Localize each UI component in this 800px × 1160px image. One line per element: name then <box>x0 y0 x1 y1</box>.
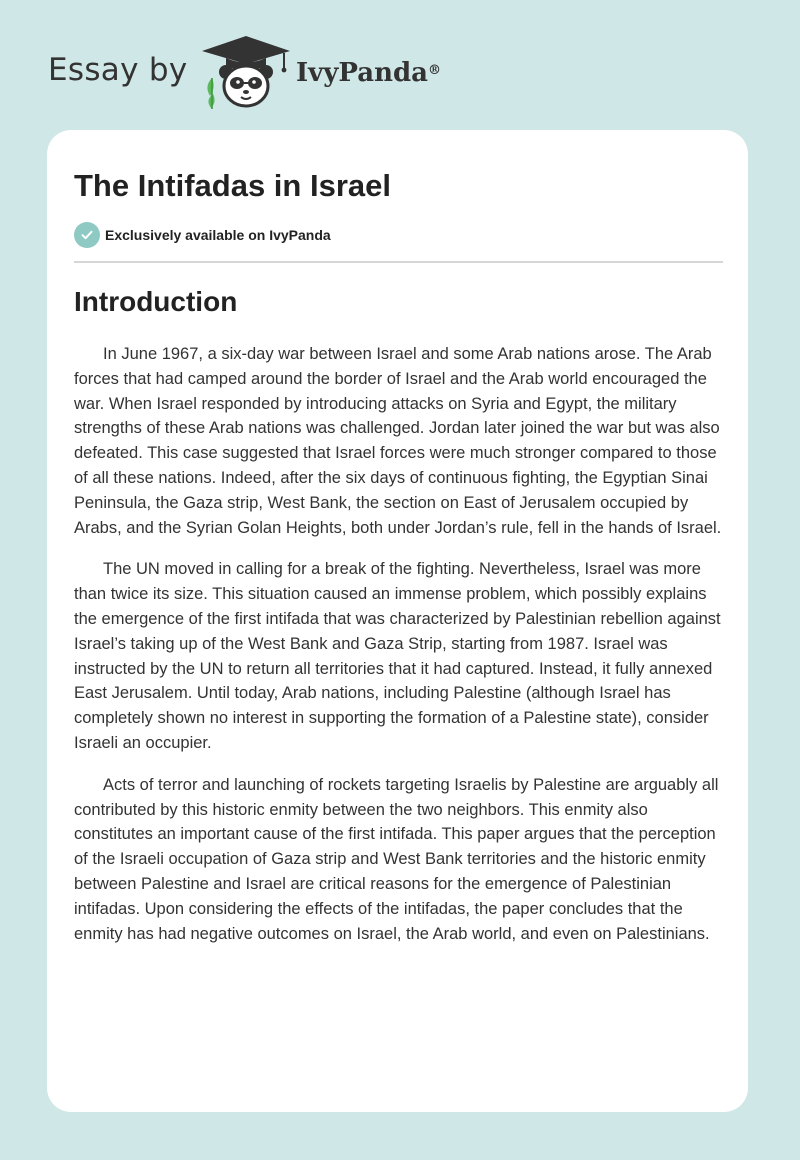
exclusive-label: Exclusively available on IvyPanda <box>105 227 331 243</box>
essay-body <box>74 342 724 963</box>
paragraph: In June 1967, a six-day war between Israel and some Arab nations arose. The Arab forces that had camped around the border of Israel and the Arab world encouraged the war. When Israel responded by introducing attacks on Syria and Egypt, the military strengths of these Arab nations was challenged. Jordan later joined the war but was also defeated. This case suggested that Israel forces were much stronger compared to those of all these nations. Indeed, after the six days of continuous fighting, the Egyptian Sinai Peninsula, the Gaza strip, West Bank, the section on East of Jerusalem occupied by Arabs, and the Syrian Golan Heights, both under Jordan’s rule, fell in the hands of Israel. <box>74 345 722 537</box>
brand-name <box>296 55 441 91</box>
paragraph: Acts of terror and launching of rockets targeting Israelis by Palestine are arguably all contributed by this historic enmity between the two neighbors. This enmity also constitutes an important cause of the first intifada. This paper argues that the perception of the Israeli occupation of Gaza strip and West Bank territories and the historic enmity between Palestine and Israel are critical reasons for the emergence of Palestinian intifadas. Upon considering the effects of the intifadas, the paper concludes that the enmity has had negative outcomes on Israel, the Arab world, and even on Palestinians. <box>74 775 719 943</box>
exclusive-badge <box>74 222 331 248</box>
site-header <box>0 0 800 130</box>
essay-card <box>47 130 748 1112</box>
check-circle-icon <box>74 222 100 248</box>
section-heading: Introduction <box>74 286 238 317</box>
page-title: The Intifadas in Israel <box>74 168 391 203</box>
registered-mark: ® <box>428 63 442 78</box>
divider <box>74 261 723 263</box>
brand-prefix: Essay by <box>48 52 188 88</box>
paragraph: The UN moved in calling for a break of the fighting. Nevertheless, Israel was more than twice its size. This situation caused an immense problem, which possibly explains the emergence of the first intifada that was characterized by Palestinian rebellion against Israel’s taking up of the West Bank and Gaza Strip, starting from 1987. Israel was instructed by the UN to return all territories that it had captured. Instead, it fully annexed East Jerusalem. Until today, Arab nations, including Palestine (although Israel has completely shown no interest in supporting the formation of a Palestine state), consider Israeli an occupier. <box>74 560 721 752</box>
brand-name-text: IvyPanda <box>296 58 429 88</box>
panda-graduation-cap-icon <box>198 34 294 110</box>
